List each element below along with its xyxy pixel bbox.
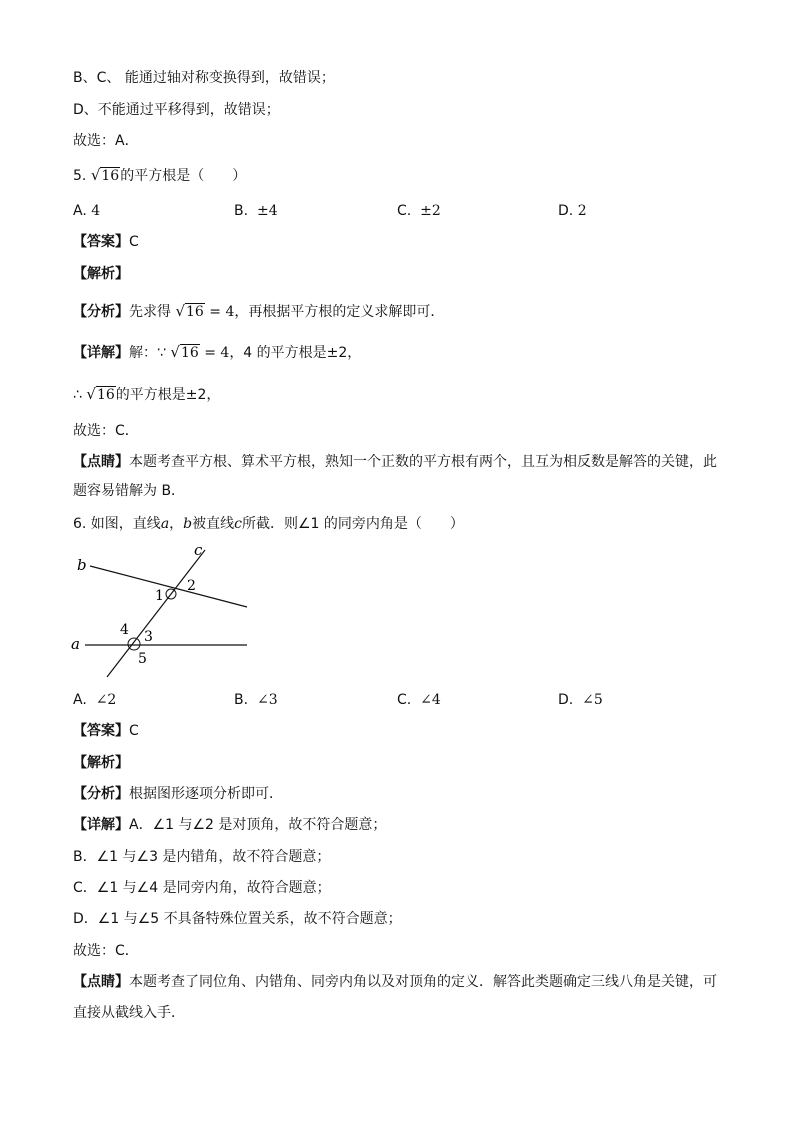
analysis-label: 【解析】 [73, 266, 129, 282]
option-value: 2 [577, 203, 587, 219]
answer-line [73, 721, 139, 741]
stem-text: 的平方根是（ ） [120, 168, 247, 184]
xiangjie-tag: 【详解】 [73, 345, 129, 361]
label-3: 3 [144, 629, 153, 645]
variable-a: a [160, 516, 170, 532]
fenxi-tag: 【分析】 [73, 304, 129, 320]
sqrt-expression: √16 [86, 385, 115, 403]
option-value: 4 [91, 203, 101, 219]
label-b: b [77, 556, 87, 574]
variable-b: b [183, 516, 193, 532]
option-d [558, 201, 587, 221]
angle-arc-bottom [128, 638, 140, 650]
therefore-symbol: ∴ [73, 387, 82, 403]
option-letter: C. [397, 203, 412, 219]
option-letter: A. [73, 692, 87, 708]
option-value: ∠4 [420, 692, 441, 708]
analysis-tag [73, 753, 129, 773]
stem-text: 所截．则∠1 的同旁内角是（ ） [241, 516, 464, 532]
line-c [107, 550, 205, 677]
xiangjie-line [73, 342, 361, 363]
answer-tag: 【答案】 [73, 234, 129, 250]
question-6-stem [73, 514, 464, 534]
label-1: 1 [155, 588, 164, 604]
option-a [73, 690, 116, 710]
option-letter: D. [558, 203, 574, 219]
stem-text: 6. 如图，直线 [73, 516, 161, 532]
therefore-line [73, 384, 220, 405]
dianjing-line [73, 972, 717, 992]
option-value: ∠5 [582, 692, 603, 708]
fenxi-text: 先求得 [129, 304, 171, 320]
option-letter: C. [397, 692, 412, 708]
xiangjie-tag: 【详解】 [73, 817, 129, 833]
detail-b: B．∠1 与∠3 是内错角，故不符合题意； [73, 849, 331, 865]
variable-c: c [234, 516, 242, 532]
fenxi-text: 根据图形逐项分析即可． [129, 786, 283, 802]
option-value: ±2 [420, 203, 441, 219]
dianjing-tag: 【点睛】 [73, 454, 129, 470]
equation: = 4 [204, 345, 230, 361]
option-value: ∠2 [95, 692, 117, 708]
sqrt-expression: √16 [170, 343, 199, 361]
label-4: 4 [120, 622, 129, 638]
sqrt-expression: √16 [175, 302, 204, 320]
dianjing-line [73, 452, 717, 472]
option-d [558, 690, 603, 710]
option-a [73, 201, 100, 221]
radicand: 16 [101, 168, 120, 184]
answer-value: C [129, 723, 139, 739]
option-value: ±4 [256, 203, 278, 219]
choose-line: 故选：C． [73, 423, 139, 439]
choose-line: 故选：C． [73, 943, 139, 959]
xiangjie-text: ，4 的平方根是±2， [229, 345, 362, 361]
fenxi-text: ，再根据平方根的定义求解即可． [234, 304, 445, 320]
xiangjie-text: 解：∵ [129, 345, 166, 361]
option-letter: B. [234, 692, 249, 708]
dianjing-text: 本题考查了同位角、内错角、同旁内角以及对顶角的定义．解答此类题确定三线八角是关键，可 [129, 974, 717, 990]
lines-figure [65, 540, 260, 682]
dianjing-line-2: 直接从截线入手． [73, 1005, 185, 1021]
text-line: B、C、 能通过轴对称变换得到，故错误； [73, 70, 335, 86]
radicand: 16 [186, 304, 204, 320]
detail-c: C．∠1 与∠4 是同旁内角，故符合题意； [73, 880, 331, 896]
stem-text: ， [169, 516, 184, 532]
fenxi-tag: 【分析】 [73, 786, 129, 802]
label-a: a [71, 635, 80, 653]
radicand: 16 [96, 387, 115, 403]
fenxi-line [73, 784, 283, 804]
stem-text: 被直线 [192, 516, 235, 532]
label-c: c [194, 541, 203, 559]
detail-a: A．∠1 与∠2 是对顶角，故不符合题意； [129, 817, 387, 833]
sqrt-expression: √16 [90, 166, 120, 184]
therefore-text: 的平方根是±2， [115, 387, 221, 403]
question-number: 5. [73, 168, 87, 184]
label-5: 5 [138, 651, 147, 667]
text-line: 故选：A． [73, 133, 139, 149]
text-line: D、不能通过平移得到，故错误； [73, 102, 280, 118]
radicand: 16 [180, 345, 199, 361]
fenxi-line [73, 301, 444, 322]
xiangjie-line [73, 815, 386, 835]
option-c [397, 690, 441, 710]
option-letter: B. [234, 203, 249, 219]
option-c [397, 201, 441, 221]
answer-line [73, 232, 139, 252]
option-letter: A. [73, 203, 87, 219]
answer-tag: 【答案】 [73, 723, 129, 739]
answer-value: C [129, 234, 139, 250]
option-b [234, 201, 278, 221]
option-b [234, 690, 278, 710]
dianjing-tag: 【点睛】 [73, 974, 129, 990]
option-letter: D. [558, 692, 574, 708]
option-value: ∠3 [256, 692, 278, 708]
equation: = 4 [209, 304, 235, 320]
detail-d: D．∠1 与∠5 不具备特殊位置关系，故不符合题意； [73, 911, 402, 927]
analysis-label: 【解析】 [73, 755, 129, 771]
label-2: 2 [187, 578, 196, 594]
analysis-tag [73, 264, 129, 284]
dianjing-line-2: 题容易错解为 B． [73, 483, 186, 499]
question-5-stem [73, 165, 246, 186]
line-b [90, 566, 247, 607]
dianjing-text: 本题考查平方根、算术平方根，熟知一个正数的平方根有两个，且互为相反数是解答的关键，此 [129, 454, 717, 470]
